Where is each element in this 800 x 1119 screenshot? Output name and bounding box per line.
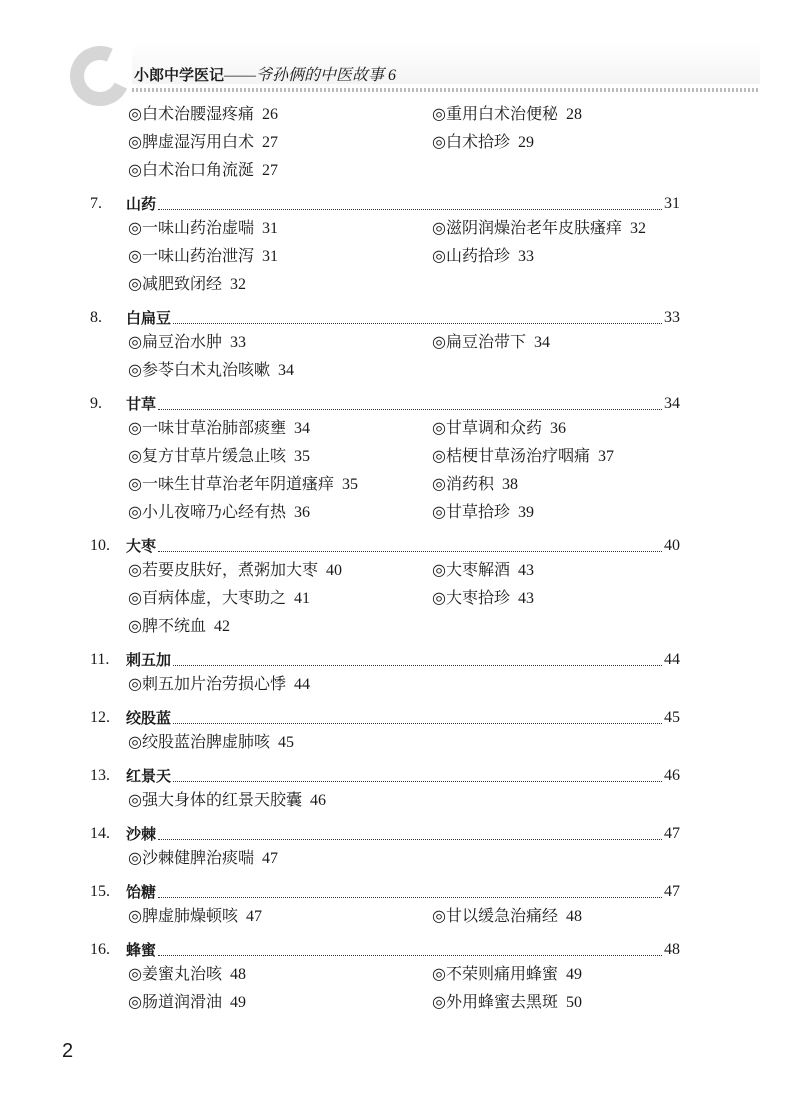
chapter-number: 7.	[90, 195, 102, 212]
toc-entry[interactable]	[90, 787, 432, 815]
entry-page: 31	[261, 248, 278, 265]
chapter-number: 14.	[90, 825, 110, 842]
toc-entry[interactable]	[90, 329, 432, 357]
toc-entry[interactable]	[432, 443, 680, 471]
entry-title: ◎桔梗甘草汤治疗咽痛	[432, 448, 590, 465]
entry-title: ◎强大身体的红景天胶囊	[128, 792, 302, 809]
entry-title: ◎大枣解酒	[432, 562, 510, 579]
toc-entry[interactable]	[90, 989, 432, 1017]
chapter-page: 40	[664, 537, 680, 554]
table-of-contents	[90, 101, 680, 1017]
entry-page: 45	[277, 734, 294, 751]
leader-dots	[173, 323, 662, 324]
entry-title: ◎不荣则痛用蜂蜜	[432, 966, 558, 983]
entry-page: 32	[229, 276, 246, 293]
toc-entry[interactable]	[432, 471, 680, 499]
entry-title: ◎大枣拾珍	[432, 590, 510, 607]
toc-entry[interactable]	[90, 471, 432, 499]
entry-title: ◎百病体虚，大枣助之	[128, 590, 286, 607]
chapter-title: 饴糖	[126, 883, 157, 901]
entry-title: ◎小儿夜啼乃心经有热	[128, 504, 286, 521]
entry-page: 36	[293, 504, 310, 521]
entry-page: 34	[533, 334, 550, 351]
toc-entry[interactable]	[90, 729, 432, 757]
entry-title: ◎姜蜜丸治咳	[128, 966, 222, 983]
chapter-number: 16.	[90, 941, 110, 958]
entry-page: 42	[213, 618, 230, 635]
running-header	[70, 40, 760, 110]
chapter-page: 46	[664, 767, 680, 784]
entry-title: ◎刺五加片治劳损心悸	[128, 676, 286, 693]
entry-title: ◎白术拾珍	[432, 134, 510, 151]
chapter-title: 山药	[126, 195, 157, 213]
entry-title: ◎肠道润滑油	[128, 994, 222, 1011]
header-rule	[132, 88, 760, 92]
chapter-page: 45	[664, 709, 680, 726]
leader-dots	[158, 955, 662, 956]
chapter-number: 12.	[90, 709, 110, 726]
chapter-heading[interactable]	[90, 704, 680, 732]
chapter-heading[interactable]	[90, 304, 680, 332]
entry-title: ◎扁豆治带下	[432, 334, 526, 351]
chapter-page: 44	[664, 651, 680, 668]
leader-dots	[173, 781, 662, 782]
toc-entry[interactable]	[90, 415, 432, 443]
entry-page: 34	[277, 362, 294, 379]
entry-title: ◎山药拾珍	[432, 248, 510, 265]
entry-page: 43	[517, 590, 534, 607]
leader-dots	[158, 897, 662, 898]
entry-title: ◎复方甘草片缓急止咳	[128, 448, 286, 465]
entry-title: ◎脾虚肺燥顿咳	[128, 908, 238, 925]
entry-page: 33	[229, 334, 246, 351]
entry-title: ◎甘草拾珍	[432, 504, 510, 521]
toc-entry[interactable]	[90, 215, 432, 243]
chapter-page: 31	[664, 195, 680, 212]
chapter-number: 11.	[90, 651, 110, 668]
entry-page: 37	[597, 448, 614, 465]
chapter-page: 33	[664, 309, 680, 326]
entry-page: 33	[517, 248, 534, 265]
entry-page: 27	[261, 134, 278, 151]
entry-page: 47	[245, 908, 262, 925]
book-title	[134, 62, 396, 85]
toc-entry[interactable]	[432, 585, 680, 613]
toc-entry[interactable]	[90, 585, 432, 613]
entry-list	[90, 215, 680, 299]
chapter-title: 红景天	[126, 767, 172, 785]
entry-title: ◎参苓白术丸治咳嗽	[128, 362, 270, 379]
chapter-page: 34	[664, 395, 680, 412]
book-title-sub: 爷孙俩的中医故事 6	[256, 67, 397, 84]
chapter-number: 8.	[90, 309, 102, 326]
entry-list	[90, 961, 680, 1017]
toc-entry[interactable]	[432, 989, 680, 1017]
entry-list	[90, 415, 680, 527]
toc-entry[interactable]	[90, 845, 432, 873]
leader-dots	[158, 409, 662, 410]
entry-list	[90, 845, 680, 873]
entry-page: 29	[517, 134, 534, 151]
entry-page: 46	[309, 792, 326, 809]
entry-page: 27	[261, 162, 278, 179]
toc-entry[interactable]	[432, 961, 680, 989]
chapter-number: 15.	[90, 883, 110, 900]
leader-dots	[158, 839, 662, 840]
entry-list	[90, 729, 680, 757]
toc-entry[interactable]	[432, 129, 680, 157]
entry-title: ◎减肥致闭经	[128, 276, 222, 293]
entry-title: ◎脾虚湿泻用白术	[128, 134, 254, 151]
entry-list	[90, 329, 680, 385]
entry-page: 48	[565, 908, 582, 925]
entry-list	[90, 671, 680, 699]
toc-entry[interactable]	[432, 101, 680, 129]
toc-entry[interactable]	[432, 243, 680, 271]
entry-page: 50	[565, 994, 582, 1011]
entry-page: 28	[565, 106, 582, 123]
toc-entry[interactable]	[90, 357, 432, 385]
chapter-title: 沙棘	[126, 825, 157, 843]
entry-page: 26	[261, 106, 278, 123]
toc-entry[interactable]	[90, 271, 432, 299]
toc-entry[interactable]	[432, 415, 680, 443]
toc-entry[interactable]	[90, 101, 432, 129]
entry-title: ◎甘草调和众药	[432, 420, 542, 437]
chapter-heading[interactable]	[90, 878, 680, 906]
entry-page: 38	[501, 476, 518, 493]
entry-page: 49	[565, 966, 582, 983]
chapter-title: 甘草	[126, 395, 157, 413]
entry-title: ◎重用白术治便秘	[432, 106, 558, 123]
leader-dots	[158, 209, 662, 210]
chapter-heading[interactable]	[90, 390, 680, 418]
entry-title: ◎一味甘草治肺部痰壅	[128, 420, 286, 437]
entry-list	[90, 787, 680, 815]
book-title-main: 小郎中学医记	[134, 66, 225, 84]
entry-page: 49	[229, 994, 246, 1011]
entry-page: 34	[293, 420, 310, 437]
chapter-title: 蜂蜜	[126, 941, 157, 959]
toc-entry[interactable]	[90, 613, 432, 641]
chapter-heading[interactable]	[90, 820, 680, 848]
entry-title: ◎滋阴润燥治老年皮肤瘙痒	[432, 220, 622, 237]
entry-title: ◎脾不统血	[128, 618, 206, 635]
chapter-number: 13.	[90, 767, 110, 784]
chapter-heading[interactable]	[90, 762, 680, 790]
leader-dots	[173, 723, 662, 724]
entry-title: ◎绞股蓝治脾虚肺咳	[128, 734, 270, 751]
entry-page: 43	[517, 562, 534, 579]
entry-page: 44	[293, 676, 310, 693]
entry-list	[90, 557, 680, 641]
entry-page: 31	[261, 220, 278, 237]
entry-title: ◎一味山药治泄泻	[128, 248, 254, 265]
toc-entry[interactable]	[432, 903, 680, 931]
entry-title: ◎白术治腰湿疼痛	[128, 106, 254, 123]
entry-page: 47	[261, 850, 278, 867]
entry-title: ◎一味山药治虚喘	[128, 220, 254, 237]
chapter-page: 47	[664, 825, 680, 842]
entry-page: 35	[293, 448, 310, 465]
toc-entry[interactable]	[90, 243, 432, 271]
leader-dots	[158, 551, 662, 552]
entry-page: 32	[629, 220, 646, 237]
entry-page: 41	[293, 590, 310, 607]
entry-page: 48	[229, 966, 246, 983]
toc-entry[interactable]	[90, 443, 432, 471]
entry-title: ◎扁豆治水肿	[128, 334, 222, 351]
chapter-heading[interactable]	[90, 532, 680, 560]
entry-title: ◎消药积	[432, 476, 494, 493]
toc-entry[interactable]	[432, 557, 680, 585]
entry-title: ◎一味生甘草治老年阴道瘙痒	[128, 476, 334, 493]
leader-dots	[173, 665, 662, 666]
entry-page: 35	[341, 476, 358, 493]
entry-page: 39	[517, 504, 534, 521]
toc-entry[interactable]	[432, 499, 680, 527]
entry-page: 36	[549, 420, 566, 437]
entry-list	[90, 903, 680, 931]
entry-title: ◎外用蜂蜜去黑斑	[432, 994, 558, 1011]
toc-entry[interactable]	[90, 157, 432, 185]
toc-entry[interactable]	[90, 557, 432, 585]
chapter-page: 47	[664, 883, 680, 900]
chapter-heading[interactable]	[90, 190, 680, 218]
chapter-number: 10.	[90, 537, 110, 554]
entry-page: 40	[325, 562, 342, 579]
toc-entry[interactable]	[432, 215, 680, 243]
chapter-heading[interactable]	[90, 646, 680, 674]
chapter-title: 绞股蓝	[126, 709, 172, 727]
toc-entry[interactable]	[90, 671, 432, 699]
entry-title: ◎若要皮肤好，煮粥加大枣	[128, 562, 318, 579]
entry-title: ◎沙棘健脾治痰喘	[128, 850, 254, 867]
chapter-heading[interactable]	[90, 936, 680, 964]
book-title-dash: ——	[224, 67, 257, 84]
chapter-title: 刺五加	[126, 651, 172, 669]
page-number: 2	[62, 1040, 74, 1062]
entry-title: ◎白术治口角流涎	[128, 162, 254, 179]
chapter-title: 大枣	[126, 537, 157, 555]
toc-entry[interactable]	[90, 903, 432, 931]
chapter-title: 白扁豆	[126, 309, 172, 327]
toc-entry[interactable]	[432, 329, 680, 357]
chapter-page: 48	[664, 941, 680, 958]
toc-entry[interactable]	[90, 961, 432, 989]
entry-list	[90, 101, 680, 185]
toc-entry[interactable]	[90, 129, 432, 157]
toc-entry[interactable]	[90, 499, 432, 527]
chapter-number: 9.	[90, 395, 102, 412]
entry-title: ◎甘以缓急治痛经	[432, 908, 558, 925]
